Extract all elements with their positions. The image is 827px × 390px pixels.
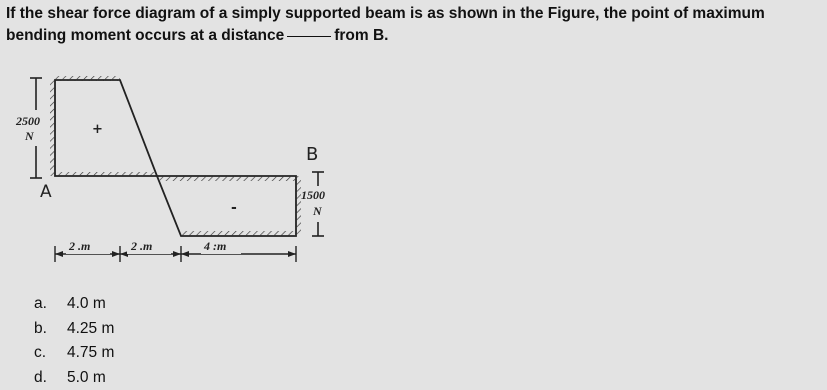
option-d[interactable] (34, 366, 114, 390)
option-letter: b. (34, 319, 47, 337)
option-a[interactable] (34, 292, 114, 317)
right-force-unit: N (313, 204, 322, 218)
left-force-value: 2500 (16, 114, 40, 128)
dimension-label-2: 2 .m (131, 239, 153, 253)
option-letter: a. (34, 295, 47, 312)
left-force-dimension (16, 78, 44, 178)
dimension-label-1: 2 .m (69, 239, 91, 253)
question-part1: If the shear force diagram of a simply supported beam is as shown in the Figure, the point of maximum bending moment occurs at a distance (6, 5, 765, 44)
option-b[interactable] (34, 317, 114, 342)
length-dimension-line (55, 241, 296, 262)
right-force-value: 1500 (301, 188, 325, 202)
answer-options (34, 292, 114, 390)
option-letter: d. (34, 368, 47, 386)
dimension-label-3: 4 :m (204, 239, 227, 253)
option-text: 4.75 m (67, 344, 115, 361)
positive-shear-region (50, 76, 157, 176)
question-part2: from B. (334, 27, 389, 44)
option-text: 4.25 m (67, 319, 115, 337)
negative-sign: - (231, 200, 237, 216)
left-force-unit: N (25, 129, 34, 143)
option-text: 5.0 m (67, 368, 106, 386)
option-letter: c. (34, 344, 47, 361)
option-text: 4.0 m (67, 295, 106, 312)
positive-sign: + (92, 122, 103, 137)
support-a-label: A (40, 182, 52, 202)
support-b-label: B (306, 144, 319, 165)
negative-shear-region (157, 176, 301, 236)
option-c[interactable] (34, 341, 114, 366)
